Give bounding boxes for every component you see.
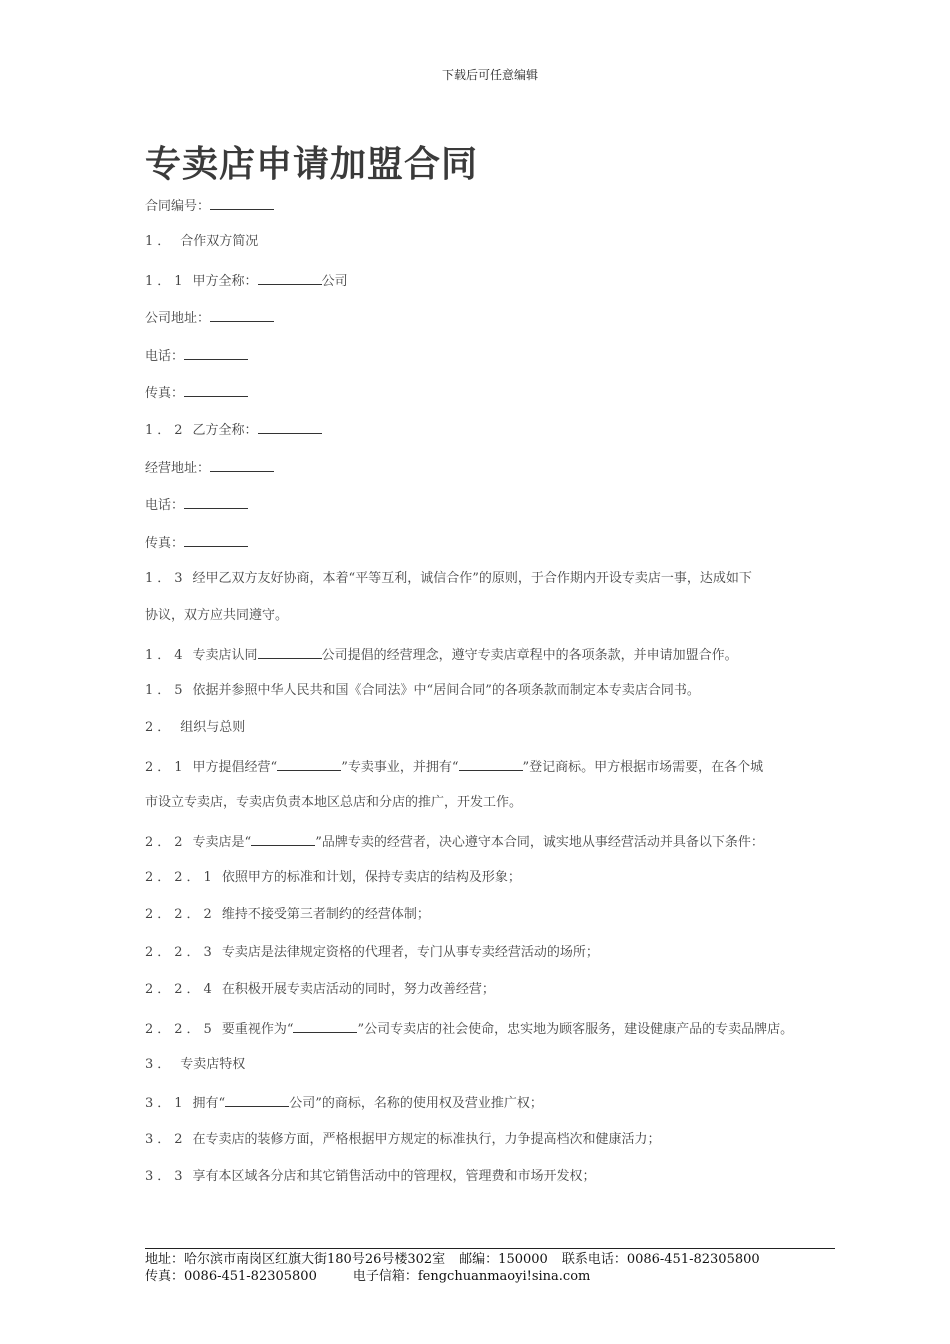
clause-text: 享有本区域各分店和其它销售活动中的管理权，管理费和市场开发权； bbox=[192, 1169, 596, 1185]
fill-in-blank bbox=[258, 419, 322, 434]
clause-text: 专卖店认同 bbox=[192, 647, 258, 663]
clause-number: 2．2．3 bbox=[145, 944, 216, 960]
contract-body bbox=[145, 195, 845, 1205]
fill-in-blank bbox=[293, 1018, 357, 1033]
clause-text: 公司地址： bbox=[145, 311, 211, 327]
fill-in-blank bbox=[459, 756, 523, 771]
clause-number: 2． bbox=[145, 720, 175, 736]
contract-line bbox=[145, 270, 845, 307]
clause-text: 乙方全称： bbox=[192, 423, 258, 439]
clause-text: 在专卖店的装修方面，严格根据甲方规定的标准执行，力争提高档次和健康活力； bbox=[192, 1131, 661, 1147]
footer-phone: 联系电话：0086-451-82305800 bbox=[561, 1252, 760, 1267]
contract-line bbox=[145, 868, 845, 905]
clause-number: 2．2．1 bbox=[145, 870, 216, 886]
clause-number: 3．1 bbox=[145, 1096, 187, 1112]
contract-line bbox=[145, 644, 845, 681]
clause-number: 2．1 bbox=[145, 759, 187, 775]
clause-text: 市设立专卖店，专卖店负责本地区总店和分店的推广，开发工作。 bbox=[145, 795, 523, 811]
clause-number: 2．2．4 bbox=[145, 982, 216, 998]
clause-number: 2．2 bbox=[145, 834, 187, 850]
footer-line-2 bbox=[145, 1268, 845, 1285]
clause-text: 公司 bbox=[321, 273, 348, 289]
clause-text: 要重视作为“ bbox=[221, 1021, 294, 1037]
clause-number: 3． bbox=[145, 1056, 175, 1072]
clause-text: 传真： bbox=[145, 535, 185, 551]
clause-number: 1．5 bbox=[145, 683, 187, 699]
clause-text: 专卖店是“ bbox=[192, 834, 252, 850]
fill-in-blank bbox=[210, 307, 274, 322]
contract-line bbox=[145, 1130, 845, 1167]
clause-number: 1．1 bbox=[145, 273, 187, 289]
contract-line bbox=[145, 1055, 845, 1092]
clause-text: 传真： bbox=[145, 385, 185, 401]
footer-email: 电子信箱：fengchuanmaoyi!sina.com bbox=[352, 1269, 591, 1284]
contract-line bbox=[145, 1092, 845, 1129]
contract-line bbox=[145, 980, 845, 1017]
contract-line bbox=[145, 905, 845, 942]
clause-number: 2．2．5 bbox=[145, 1021, 216, 1037]
fill-in-blank bbox=[258, 644, 322, 659]
contract-line bbox=[145, 681, 845, 718]
header-note: 下载后可任意编辑 bbox=[441, 68, 538, 82]
clause-number: 1． bbox=[145, 234, 175, 250]
clause-text: 依照甲方的标准和计划，保持专卖店的结构及形象； bbox=[221, 870, 521, 886]
contract-line bbox=[145, 793, 845, 830]
contract-line bbox=[145, 831, 845, 868]
clause-number: 1．3 bbox=[145, 570, 187, 586]
fill-in-blank bbox=[184, 345, 248, 360]
contract-line bbox=[145, 457, 845, 494]
contract-line bbox=[145, 419, 845, 456]
clause-text: 合同编号： bbox=[145, 199, 211, 214]
clause-text: ”专卖事业，并拥有“ bbox=[341, 759, 459, 775]
fill-in-blank bbox=[225, 1092, 289, 1107]
fill-in-blank bbox=[277, 756, 341, 771]
contract-line bbox=[145, 494, 845, 531]
clause-number: 3．2 bbox=[145, 1131, 187, 1147]
contract-line bbox=[145, 943, 845, 980]
clause-text: 协议，双方应共同遵守。 bbox=[145, 608, 289, 624]
contract-line bbox=[145, 195, 845, 232]
fill-in-blank bbox=[184, 382, 248, 397]
fill-in-blank bbox=[210, 195, 274, 210]
contract-line bbox=[145, 232, 845, 269]
clause-text: 专卖店特权 bbox=[180, 1056, 246, 1072]
footer-fax: 传真：0086-451-82305800 bbox=[145, 1269, 317, 1284]
fill-in-blank bbox=[184, 494, 248, 509]
clause-number: 3．3 bbox=[145, 1169, 187, 1185]
page-title: 专卖店申请加盟合同 bbox=[145, 144, 479, 185]
contract-line bbox=[145, 532, 845, 569]
footer-line-1 bbox=[145, 1251, 845, 1268]
clause-text: 依据并参照中华人民共和国《合同法》中“居间合同”的各项条款而制定本专卖店合同书。 bbox=[192, 683, 700, 699]
contract-line bbox=[145, 718, 845, 755]
clause-text: 拥有“ bbox=[192, 1096, 226, 1112]
clause-text: 公司提倡的经营理念，遵守专卖店章程中的各项条款，并申请加盟合作。 bbox=[321, 647, 738, 663]
contract-line bbox=[145, 606, 845, 643]
clause-text: 维持不接受第三者制约的经营体制； bbox=[221, 907, 430, 923]
contract-line bbox=[145, 1167, 845, 1204]
clause-number: 1．4 bbox=[145, 647, 187, 663]
contract-line bbox=[145, 1018, 845, 1055]
fill-in-blank bbox=[210, 457, 274, 472]
fill-in-blank bbox=[251, 831, 315, 846]
clause-text: 在积极开展专卖店活动的同时，努力改善经营； bbox=[221, 982, 495, 998]
footer-postcode: 邮编：150000 bbox=[459, 1252, 548, 1267]
contract-line bbox=[145, 569, 845, 606]
clause-text: 甲方全称： bbox=[192, 273, 258, 289]
clause-text: ”公司专卖店的社会使命，忠实地为顾客服务，建设健康产品的专卖品牌店。 bbox=[357, 1021, 794, 1037]
clause-text: ”品牌专卖的经营者，决心遵守本合同，诚实地从事经营活动并具备以下条件： bbox=[315, 834, 764, 850]
clause-number: 1．2 bbox=[145, 423, 187, 439]
contract-line bbox=[145, 345, 845, 382]
clause-text: 甲方提倡经营“ bbox=[192, 759, 278, 775]
clause-text: ”登记商标。甲方根据市场需要，在各个城 bbox=[522, 759, 764, 775]
clause-text: 电话： bbox=[145, 498, 185, 514]
clause-text: 合作双方简况 bbox=[180, 234, 259, 250]
clause-text: 电话： bbox=[145, 348, 185, 364]
fill-in-blank bbox=[184, 532, 248, 547]
contract-line bbox=[145, 756, 845, 793]
clause-text: 专卖店是法律规定资格的代理者，专门从事专卖经营活动的场所； bbox=[221, 944, 599, 960]
clause-text: 公司”的商标，名称的使用权及营业推广权； bbox=[289, 1096, 543, 1112]
clause-text: 经营地址： bbox=[145, 460, 211, 476]
clause-number: 2．2．2 bbox=[145, 907, 216, 923]
contract-line bbox=[145, 307, 845, 344]
clause-text: 组织与总则 bbox=[180, 720, 246, 736]
footer bbox=[145, 1251, 845, 1285]
fill-in-blank bbox=[258, 270, 322, 285]
footer-address: 地址：哈尔滨市南岗区红旗大街180号26号楼302室 bbox=[145, 1252, 446, 1267]
contract-line bbox=[145, 382, 845, 419]
footer-divider bbox=[145, 1248, 835, 1249]
clause-text: 经甲乙双方友好协商，本着“平等互利，诚信合作”的原则，于合作期内开设专卖店一事，达成如下 bbox=[192, 570, 752, 586]
